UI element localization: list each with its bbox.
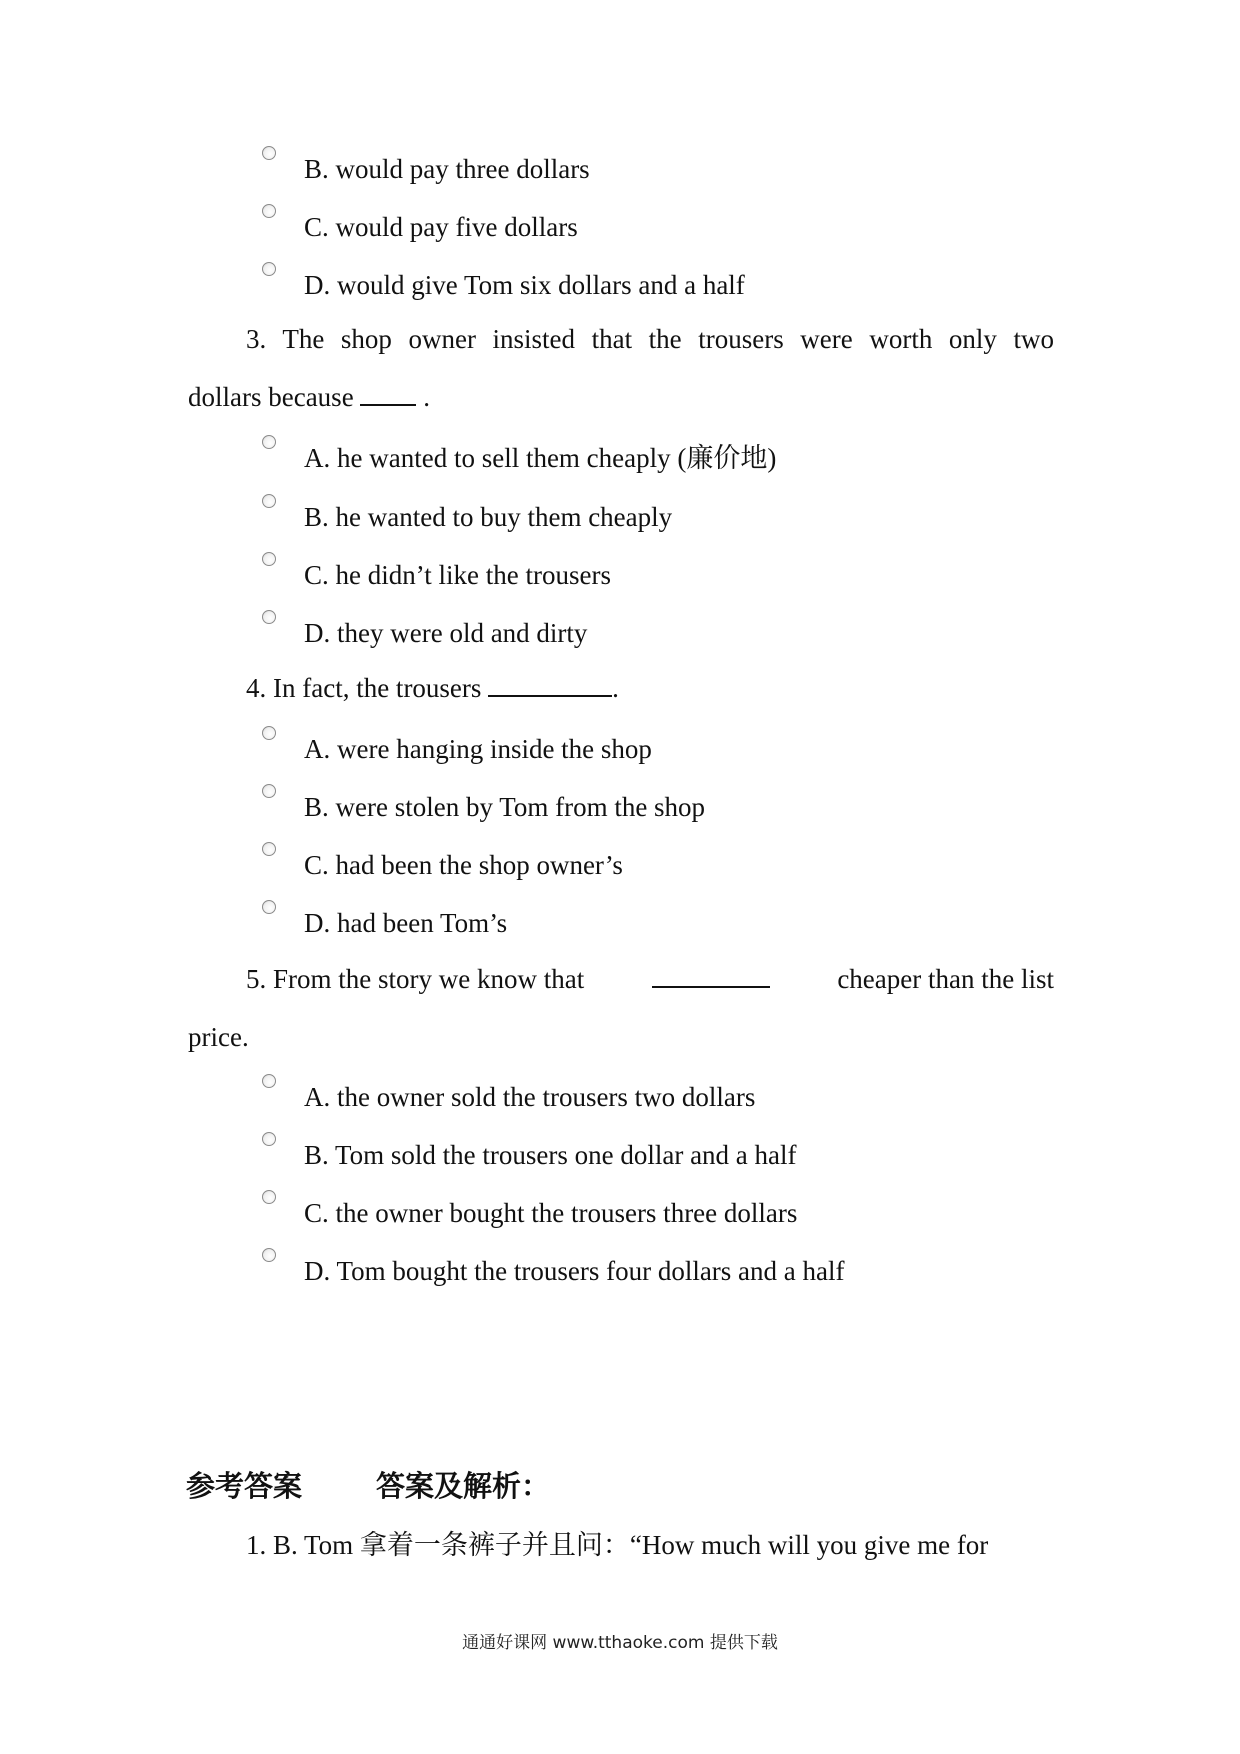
answer-explanation-heading: 答案及解析：	[376, 1469, 551, 1503]
option-label: A. the owner sold the trousers two dollars	[304, 1082, 756, 1112]
answer-blank	[488, 671, 612, 697]
radio-icon[interactable]	[262, 146, 276, 160]
radio-icon[interactable]	[262, 1190, 276, 1204]
radio-icon[interactable]	[262, 610, 276, 624]
page-footer: 通通好课网 www.tthaoke.com 提供下载	[462, 1633, 778, 1653]
stem-text: dollars because	[188, 382, 354, 412]
radio-icon[interactable]	[262, 1074, 276, 1088]
radio-icon[interactable]	[262, 204, 276, 218]
radio-icon[interactable]	[262, 842, 276, 856]
option-label: D. would give Tom six dollars and a half	[304, 270, 745, 300]
option-label: C. had been the shop owner’s	[304, 850, 623, 880]
radio-icon[interactable]	[262, 900, 276, 914]
option-label: B. he wanted to buy them cheaply	[304, 502, 673, 532]
radio-icon[interactable]	[262, 784, 276, 798]
option-label: B. Tom sold the trousers one dollar and a half	[304, 1140, 797, 1170]
option-label: D. had been Tom’s	[304, 908, 508, 938]
option-label: B. were stolen by Tom from the shop	[304, 792, 706, 822]
question-3-stem-continued	[188, 380, 430, 414]
radio-icon[interactable]	[262, 1248, 276, 1262]
question-4-stem	[246, 671, 619, 705]
radio-icon[interactable]	[262, 1132, 276, 1146]
stem-text: cheaper than the list	[837, 964, 1054, 994]
option-label: A. were hanging inside the shop	[304, 734, 652, 764]
option-label: C. would pay five dollars	[304, 212, 578, 242]
option-label: D. they were old and dirty	[304, 618, 588, 648]
option-label: B. would pay three dollars	[304, 154, 590, 184]
radio-icon[interactable]	[262, 262, 276, 276]
radio-icon[interactable]	[262, 494, 276, 508]
answer-blank	[360, 380, 416, 406]
option-label: D. Tom bought the trousers four dollars and a half	[304, 1256, 845, 1286]
option-label: C. the owner bought the trousers three dollars	[304, 1198, 798, 1228]
radio-icon[interactable]	[262, 726, 276, 740]
option-label: C. he didn’t like the trousers	[304, 560, 611, 590]
stem-text: .	[423, 382, 430, 412]
answer-key-heading: 参考答案	[186, 1469, 303, 1503]
question-3-stem: 3. The shop owner insisted that the trousers were worth only two	[246, 324, 1054, 354]
stem-text: .	[612, 673, 619, 703]
radio-icon[interactable]	[262, 435, 276, 449]
stem-text: 4. In fact, the trousers	[246, 673, 482, 703]
answer-1-explanation: 1. B. Tom 拿着一条裤子并且问：“How much will you give me for	[246, 1530, 989, 1560]
question-5-stem	[246, 962, 1054, 996]
radio-icon[interactable]	[262, 552, 276, 566]
option-label: A. he wanted to sell them cheaply (廉价地)	[304, 443, 777, 473]
stem-text: 5. From the story we know that	[246, 964, 585, 994]
question-5-stem-continued: price.	[188, 1022, 249, 1052]
answer-blank	[652, 962, 770, 988]
